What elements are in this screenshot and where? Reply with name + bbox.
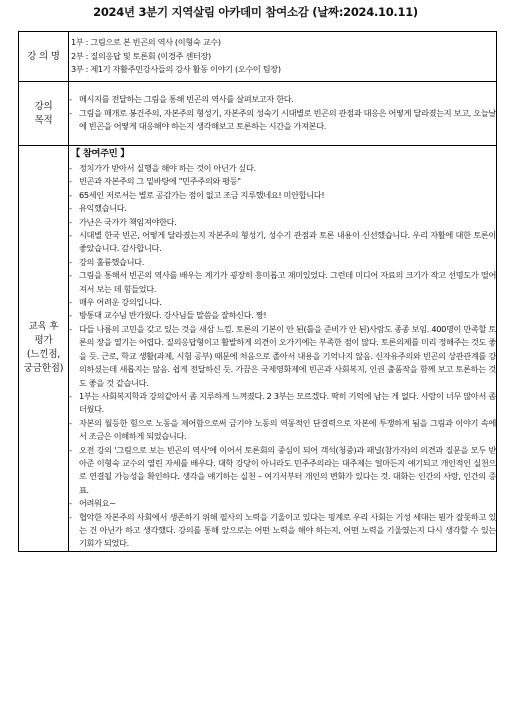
feedback-item: - 자본의 월등한 힘으로 노동을 제어함으로써 금기야 노동의 역동적인 단결력으로 자본에 투쟁하게 됨을 그림과 이야기 속에서 조금은 이해하게 되었습니다.	[69, 417, 496, 444]
participants-heading: 【 참여주민 】	[71, 148, 130, 159]
purpose-row	[19, 82, 497, 146]
feedback-row	[19, 146, 497, 552]
feedback-item: - 매우 어려운 강의입니다.	[69, 296, 496, 309]
feedback-item: - 65세인 저로서는 별로 공감가는 점이 없고 조금 지루했네요! 미안합니다!	[69, 189, 496, 202]
feedback-item: - 방통대 교수님 반가웠다. 강사님들 말씀을 잘하신다. 짱!	[69, 309, 496, 322]
lecture-item: 3부 : 제1기 자활주민강사들의 강사 활동 이야기 (오수이 팀장)	[71, 64, 281, 75]
feedback-item: - 다들 나름의 고민을 갖고 있는 것을 새삼 느낌. 토론의 기본이 안 된(틀을 준비가 안 된)사람도 종종 보임. 400명이 만족할 토론의 장을 열기는 어렵다. 질의응답형이고 활발하게 의견이 오가기에는 부족한 점이 많다. 토론의제를 미리 정해주는 것도 좋을 듯. 근로, 학교 생활(과제, 시험 공부) 때문에 처음으로 졸아서 내용을 기억나지 않음. 신자유주의와 빈곤의 상관관계를 강의하셨는데 새롭지는 않음. 쉽게 전달하신 듯. 가끔은 국제영화제에 빈곤과 사회복지, 인권 출품작을 함께 보고 토론하는 것도 좋을 것 같습니다.	[69, 323, 496, 390]
lecture-row	[19, 32, 497, 82]
feedback-item: - 강의 훌륭했습니다.	[69, 256, 496, 269]
purpose-list	[69, 82, 497, 146]
feedback-item: - 가난은 국가가 책임져야한다.	[69, 216, 496, 229]
purpose-item: - 그림을 매개로 봉건주의, 자본주의 형성기, 자본주의 성숙기 시대별로 빈곤의 관점과 대응은 어떻게 달라졌는지 보고, 오늘날에 빈곤을 어떻게 대응해야 하는지 생각해보고 토론하는 시간을 가져본다.	[69, 107, 496, 134]
lecture-item: 1부 : 그림으로 본 빈곤의 역사 (이형숙 교수)	[71, 37, 221, 48]
feedback-item: - 시대별 한국 빈곤, 어떻게 달라졌는지 자본주의 형성기, 성수기 관점과 토론 내용이 신선했습니다. 우리 자활에 대한 토론이 좋았습니다. 감사합니다.	[69, 229, 496, 256]
document-title: 2024년 3분기 지역살림 아카데미 참여소감 (날짜:2024.10.11)	[93, 5, 418, 19]
feedback-list	[69, 162, 496, 551]
feedback-item: - 1부는 사회복지학과 강의같아서 좀 지루하게 느껴졌다. 2 3부는 모르겠다. 딱히 기억에 남는 게 없다. 사람이 너무 많아서 좀 더웠다.	[69, 390, 496, 417]
lecture-list	[69, 32, 497, 82]
feedback-item: - 협악한 자본주의 사회에서 생존하기 위해 필사의 노력을 기울이고 있다는 핑계로 우리 사회는 기성 세대는 뭔가 잘못하고 있는 건 아닌가 하고 생각했다. 강의를 통해 앞으로는 어떤 노력을 해야 하는지, 어떤 노력을 기울였는지 다시 생각할 수 있는 기회가 되었다.	[69, 511, 496, 551]
feedback-item: - 빈곤과 자본주의 그 밑바탕에 "민주주의와 평등"	[69, 175, 496, 188]
feedback-item: - 정치가가 받아서 실행을 해야 하는 것이 아닌가 싶다.	[69, 162, 496, 175]
purpose-label: 강의 목적	[19, 82, 69, 146]
feedback-item: - 유익했습니다.	[69, 202, 496, 215]
lecture-item: 2부 : 질의응답 및 토론회 (이경주 센터장)	[71, 50, 211, 61]
feedback-content	[69, 146, 497, 552]
purpose-item: - 메시지를 전달하는 그림을 통해 빈곤의 역사를 살펴보고자 한다.	[69, 93, 496, 106]
feedback-label: 교육 후 평가 (느낀점, 궁금한점)	[19, 146, 69, 552]
feedback-item: - 어려워요~	[69, 497, 496, 510]
feedback-form-table	[18, 31, 497, 552]
feedback-item: - 그림을 통해서 빈곤의 역사를 배우는 계기가 굉장히 흥미롭고 재미있었다. 그런데 미디어 자료의 크기가 작고 선명도가 떨어져서 보는 데 힘들었다.	[69, 269, 496, 296]
feedback-item: - 오전 강의 '그림으로 보는 빈곤의 역사'에 이어서 토론회의 중심이 되어 객석(청중)과 패널(참가자)의 의견과 질문을 모두 받아준 이형숙 교수의 열린 자세를 배우다. 대학 강당이 아니라도 민주주의라는 대주제는 얼마든지 얘기되고 개인적인 실천으로 연결될 가능성을 확인하다. 생각을 얘기하는 실천 – 여기서부터 개인의 변화가 있다는 것. 대화는 인간의 사랑, 인간의 증표.	[69, 444, 496, 498]
lecture-label: 강 의 명	[19, 32, 69, 82]
